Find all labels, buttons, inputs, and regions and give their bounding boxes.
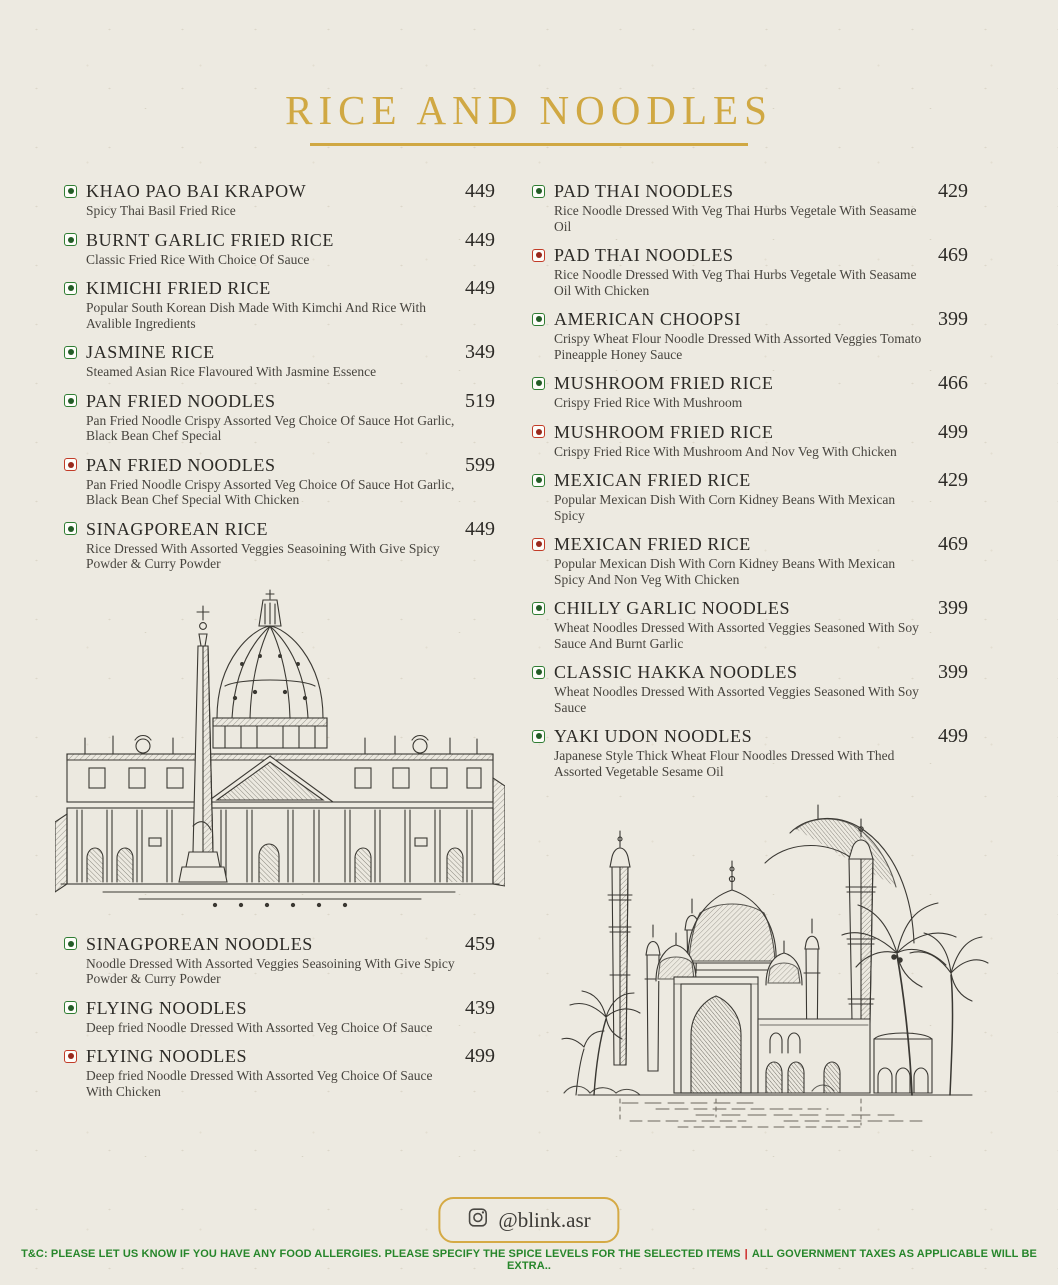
menu-item bbox=[64, 933, 495, 987]
menu-item bbox=[532, 469, 968, 523]
veg-indicator-icon bbox=[532, 185, 545, 198]
item-name: FLYING NOODLES bbox=[86, 1046, 248, 1066]
nonveg-indicator-icon bbox=[532, 425, 545, 438]
item-price: 399 bbox=[938, 597, 968, 619]
menu-section-right bbox=[532, 180, 968, 779]
item-name: PAN FRIED NOODLES bbox=[86, 454, 276, 475]
menu-item bbox=[64, 277, 495, 331]
item-description: Popular Mexican Dish With Corn Kidney Beans With Mexican Spicy bbox=[554, 492, 896, 523]
item-price: 469 bbox=[938, 533, 968, 555]
item-price: 449 bbox=[465, 228, 495, 251]
veg-indicator-icon bbox=[64, 233, 77, 246]
item-description: Popular Mexican Dish With Corn Kidney Beans With Mexican Spicy And Non Veg With Chicken bbox=[554, 556, 896, 587]
item-name: KIMICHI FRIED RICE bbox=[86, 278, 271, 298]
veg-indicator-icon bbox=[532, 666, 545, 679]
tnc-text-taxes: ALL GOVERNMENT TAXES AS APPLICABLE WILL BE EXTRA.. bbox=[506, 1248, 1037, 1272]
item-price: 449 bbox=[465, 277, 495, 299]
item-name: MEXICAN FRIED RICE bbox=[554, 534, 751, 554]
st-peters-basilica-illustration bbox=[55, 586, 505, 911]
menu-grid bbox=[0, 146, 1058, 1133]
veg-indicator-icon bbox=[532, 377, 545, 390]
item-price: 469 bbox=[938, 244, 968, 266]
menu-item bbox=[532, 725, 968, 779]
page-title: RICE AND NOODLES bbox=[285, 87, 773, 133]
item-price: 399 bbox=[938, 308, 968, 330]
item-name: SINAGPOREAN NOODLES bbox=[86, 933, 313, 954]
item-price: 349 bbox=[465, 341, 495, 363]
menu-item bbox=[532, 372, 968, 411]
item-description: Noodle Dressed With Assorted Veggies Seasoining With Give Spicy Powder & Curry Powder bbox=[86, 955, 455, 986]
veg-indicator-icon bbox=[64, 522, 77, 535]
menu-item bbox=[64, 180, 495, 219]
item-name: KHAO PAO BAI KRAPOW bbox=[86, 181, 307, 201]
menu-item bbox=[532, 597, 968, 651]
veg-indicator-icon bbox=[532, 313, 545, 326]
item-description: Wheat Noodles Dressed With Assorted Veggies Seasoned With Soy Sauce And Burnt Garlic bbox=[554, 620, 919, 651]
item-name: JASMINE RICE bbox=[86, 342, 215, 362]
item-description: Wheat Noodles Dressed With Assorted Veggies Seasoned With Soy Sauce bbox=[554, 684, 919, 715]
nonveg-indicator-icon bbox=[64, 458, 77, 471]
item-price: 466 bbox=[938, 372, 968, 394]
menu-item bbox=[64, 341, 495, 380]
tnc-separator: | bbox=[744, 1248, 748, 1260]
menu-item bbox=[64, 997, 495, 1036]
item-description: Rice Noodle Dressed With Veg Thai Hurbs Vegetale With Seasame Oil With Chicken bbox=[554, 267, 917, 298]
veg-indicator-icon bbox=[532, 602, 545, 615]
item-description: Japanese Style Thick Wheat Flour Noodles Dressed With Thed Assorted Vegetable Sesame Oil bbox=[554, 748, 895, 779]
item-price: 459 bbox=[465, 932, 495, 955]
item-name: AMERICAN CHOOPSI bbox=[554, 309, 742, 329]
menu-section-left-top bbox=[64, 180, 495, 572]
veg-indicator-icon bbox=[64, 346, 77, 359]
item-description: Rice Dressed With Assorted Veggies Seasoining With Give Spicy Powder & Curry Powder bbox=[86, 540, 440, 571]
menu-item bbox=[532, 180, 968, 234]
item-name: MEXICAN FRIED RICE bbox=[554, 470, 751, 490]
nonveg-indicator-icon bbox=[64, 1050, 77, 1063]
menu-item bbox=[64, 454, 495, 508]
item-description: Classic Fried Rice With Choice Of Sauce bbox=[86, 251, 310, 267]
item-name: PAD THAI NOODLES bbox=[554, 181, 734, 201]
item-price: 439 bbox=[465, 996, 495, 1019]
item-name: BURNT GARLIC FRIED RICE bbox=[86, 229, 334, 250]
item-description: Crispy Wheat Flour Noodle Dressed With Assorted Veggies Tomato Pineapple Honey Sauce bbox=[554, 331, 922, 362]
item-name: PAN FRIED NOODLES bbox=[86, 390, 276, 411]
menu-item bbox=[64, 390, 495, 444]
instagram-handle-text: @blink.asr bbox=[498, 1207, 591, 1232]
menu-item bbox=[532, 244, 968, 298]
menu-item bbox=[532, 661, 968, 715]
item-description: Deep fried Noodle Dressed With Assorted Veg Choice Of Sauce bbox=[86, 1019, 433, 1035]
item-price: 449 bbox=[465, 517, 495, 540]
veg-indicator-icon bbox=[64, 394, 77, 407]
veg-indicator-icon bbox=[532, 474, 545, 487]
mosque-illustration bbox=[560, 803, 990, 1133]
menu-item bbox=[532, 533, 968, 587]
item-description: Popular South Korean Dish Made With Kimchi And Rice With Avalible Ingredients bbox=[86, 300, 427, 331]
veg-indicator-icon bbox=[64, 185, 77, 198]
menu-item bbox=[64, 229, 495, 268]
item-price: 499 bbox=[465, 1045, 495, 1067]
item-description: Steamed Asian Rice Flavoured With Jasmine Essence bbox=[86, 364, 377, 379]
veg-indicator-icon bbox=[64, 937, 77, 950]
item-price: 499 bbox=[938, 725, 968, 747]
item-price: 599 bbox=[465, 453, 495, 476]
item-name: PAD THAI NOODLES bbox=[554, 245, 734, 265]
nonveg-indicator-icon bbox=[532, 538, 545, 551]
menu-section-left-bottom bbox=[64, 933, 495, 1100]
item-description: Spicy Thai Basil Fried Rice bbox=[86, 203, 236, 218]
veg-indicator-icon bbox=[64, 282, 77, 295]
item-price: 449 bbox=[465, 180, 495, 202]
item-description: Deep fried Noodle Dressed With Assorted Veg Choice Of Sauce With Chicken bbox=[86, 1068, 433, 1099]
item-name: MUSHROOM FRIED RICE bbox=[554, 373, 774, 393]
item-name: FLYING NOODLES bbox=[86, 997, 248, 1018]
item-description: Pan Fried Noodle Crispy Assorted Veg Choice Of Sauce Hot Garlic, Black Bean Chef Special bbox=[86, 412, 455, 443]
menu-item bbox=[532, 308, 968, 362]
veg-indicator-icon bbox=[532, 730, 545, 743]
item-description: Crispy Fried Rice With Mushroom And Nov Veg With Chicken bbox=[554, 443, 897, 459]
item-description: Pan Fried Noodle Crispy Assorted Veg Choice Of Sauce Hot Garlic, Black Bean Chef Special With Chicken bbox=[86, 476, 455, 507]
menu-item bbox=[532, 421, 968, 460]
item-price: 429 bbox=[938, 180, 968, 202]
instagram-icon bbox=[467, 1207, 488, 1233]
item-name: YAKI UDON NOODLES bbox=[554, 726, 753, 746]
item-price: 429 bbox=[938, 469, 968, 491]
item-name: MUSHROOM FRIED RICE bbox=[554, 421, 774, 442]
page-header bbox=[0, 0, 1058, 146]
item-price: 499 bbox=[938, 420, 968, 443]
menu-item bbox=[64, 1045, 495, 1099]
menu-column-left bbox=[64, 180, 495, 1133]
item-description: Rice Noodle Dressed With Veg Thai Hurbs Vegetale With Seasame Oil bbox=[554, 203, 917, 234]
item-price: 519 bbox=[465, 389, 495, 412]
instagram-handle-pill[interactable] bbox=[438, 1197, 619, 1243]
item-price: 399 bbox=[938, 661, 968, 683]
menu-item bbox=[64, 518, 495, 572]
item-description: Crispy Fried Rice With Mushroom bbox=[554, 395, 743, 410]
terms-and-conditions bbox=[0, 1248, 1058, 1272]
nonveg-indicator-icon bbox=[532, 249, 545, 262]
item-name: CHILLY GARLIC NOODLES bbox=[554, 598, 791, 618]
item-name: SINAGPOREAN RICE bbox=[86, 518, 269, 539]
veg-indicator-icon bbox=[64, 1001, 77, 1014]
menu-column-right bbox=[532, 180, 968, 1133]
tnc-text-allergies: T&C: PLEASE LET US KNOW IF YOU HAVE ANY FOOD ALLERGIES. PLEASE SPECIFY THE SPICE LEVELS FOR THE SELECTED ITEMS bbox=[21, 1248, 741, 1260]
item-name: CLASSIC HAKKA NOODLES bbox=[554, 662, 798, 682]
